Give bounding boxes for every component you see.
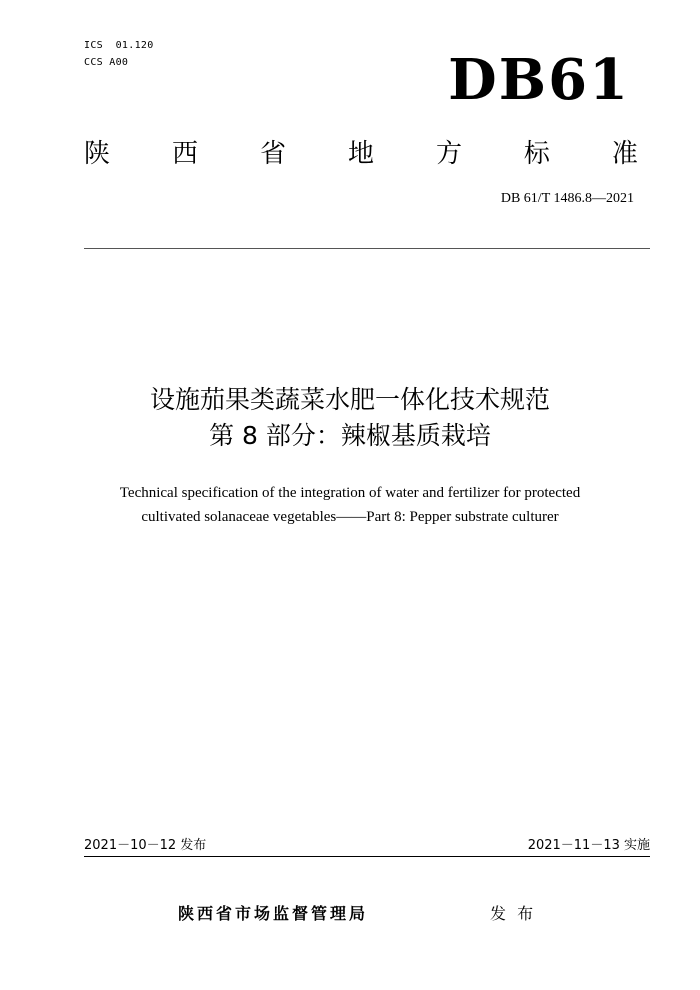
title-english (60, 481, 640, 529)
implementation-date: 2021－11－13 实施 (527, 838, 650, 853)
standard-type-title (84, 137, 638, 171)
standard-type-char: 省 (259, 139, 286, 169)
issue-date: 2021－10－12 发布 (84, 838, 207, 853)
standard-type-char: 方 (435, 139, 462, 169)
standard-type-char: 陕 (84, 139, 111, 169)
ccs-code: CCS A00 (84, 57, 129, 68)
standard-type-char: 标 (523, 139, 550, 169)
title-english-line1: Technical specification of the integration of water and fertilizer for protected (119, 485, 581, 501)
standard-logo: DB61 (448, 47, 630, 113)
title-chinese-line2: 第 8 部分：辣椒基质栽培 (209, 421, 491, 450)
issue-label: 发 布 (490, 904, 537, 923)
issuing-authority: 陕西省市场监督管理局 (178, 904, 369, 923)
standard-code: DB 61/T 1486.8—2021 (500, 191, 634, 206)
standard-type-char: 西 (171, 139, 198, 169)
footer-divider (84, 856, 650, 857)
title-english-line2: cultivated solanaceae vegetables——Part 8: Pepper substrate culturer (141, 509, 559, 525)
classification-codes (84, 37, 154, 71)
title-chinese-line1: 设施茄果类蔬菜水肥一体化技术规范 (149, 385, 550, 414)
standard-type-char: 地 (347, 139, 374, 169)
standard-type-char: 准 (611, 139, 638, 169)
header-divider (84, 248, 650, 249)
ics-code: ICS 01.120 (84, 40, 154, 51)
